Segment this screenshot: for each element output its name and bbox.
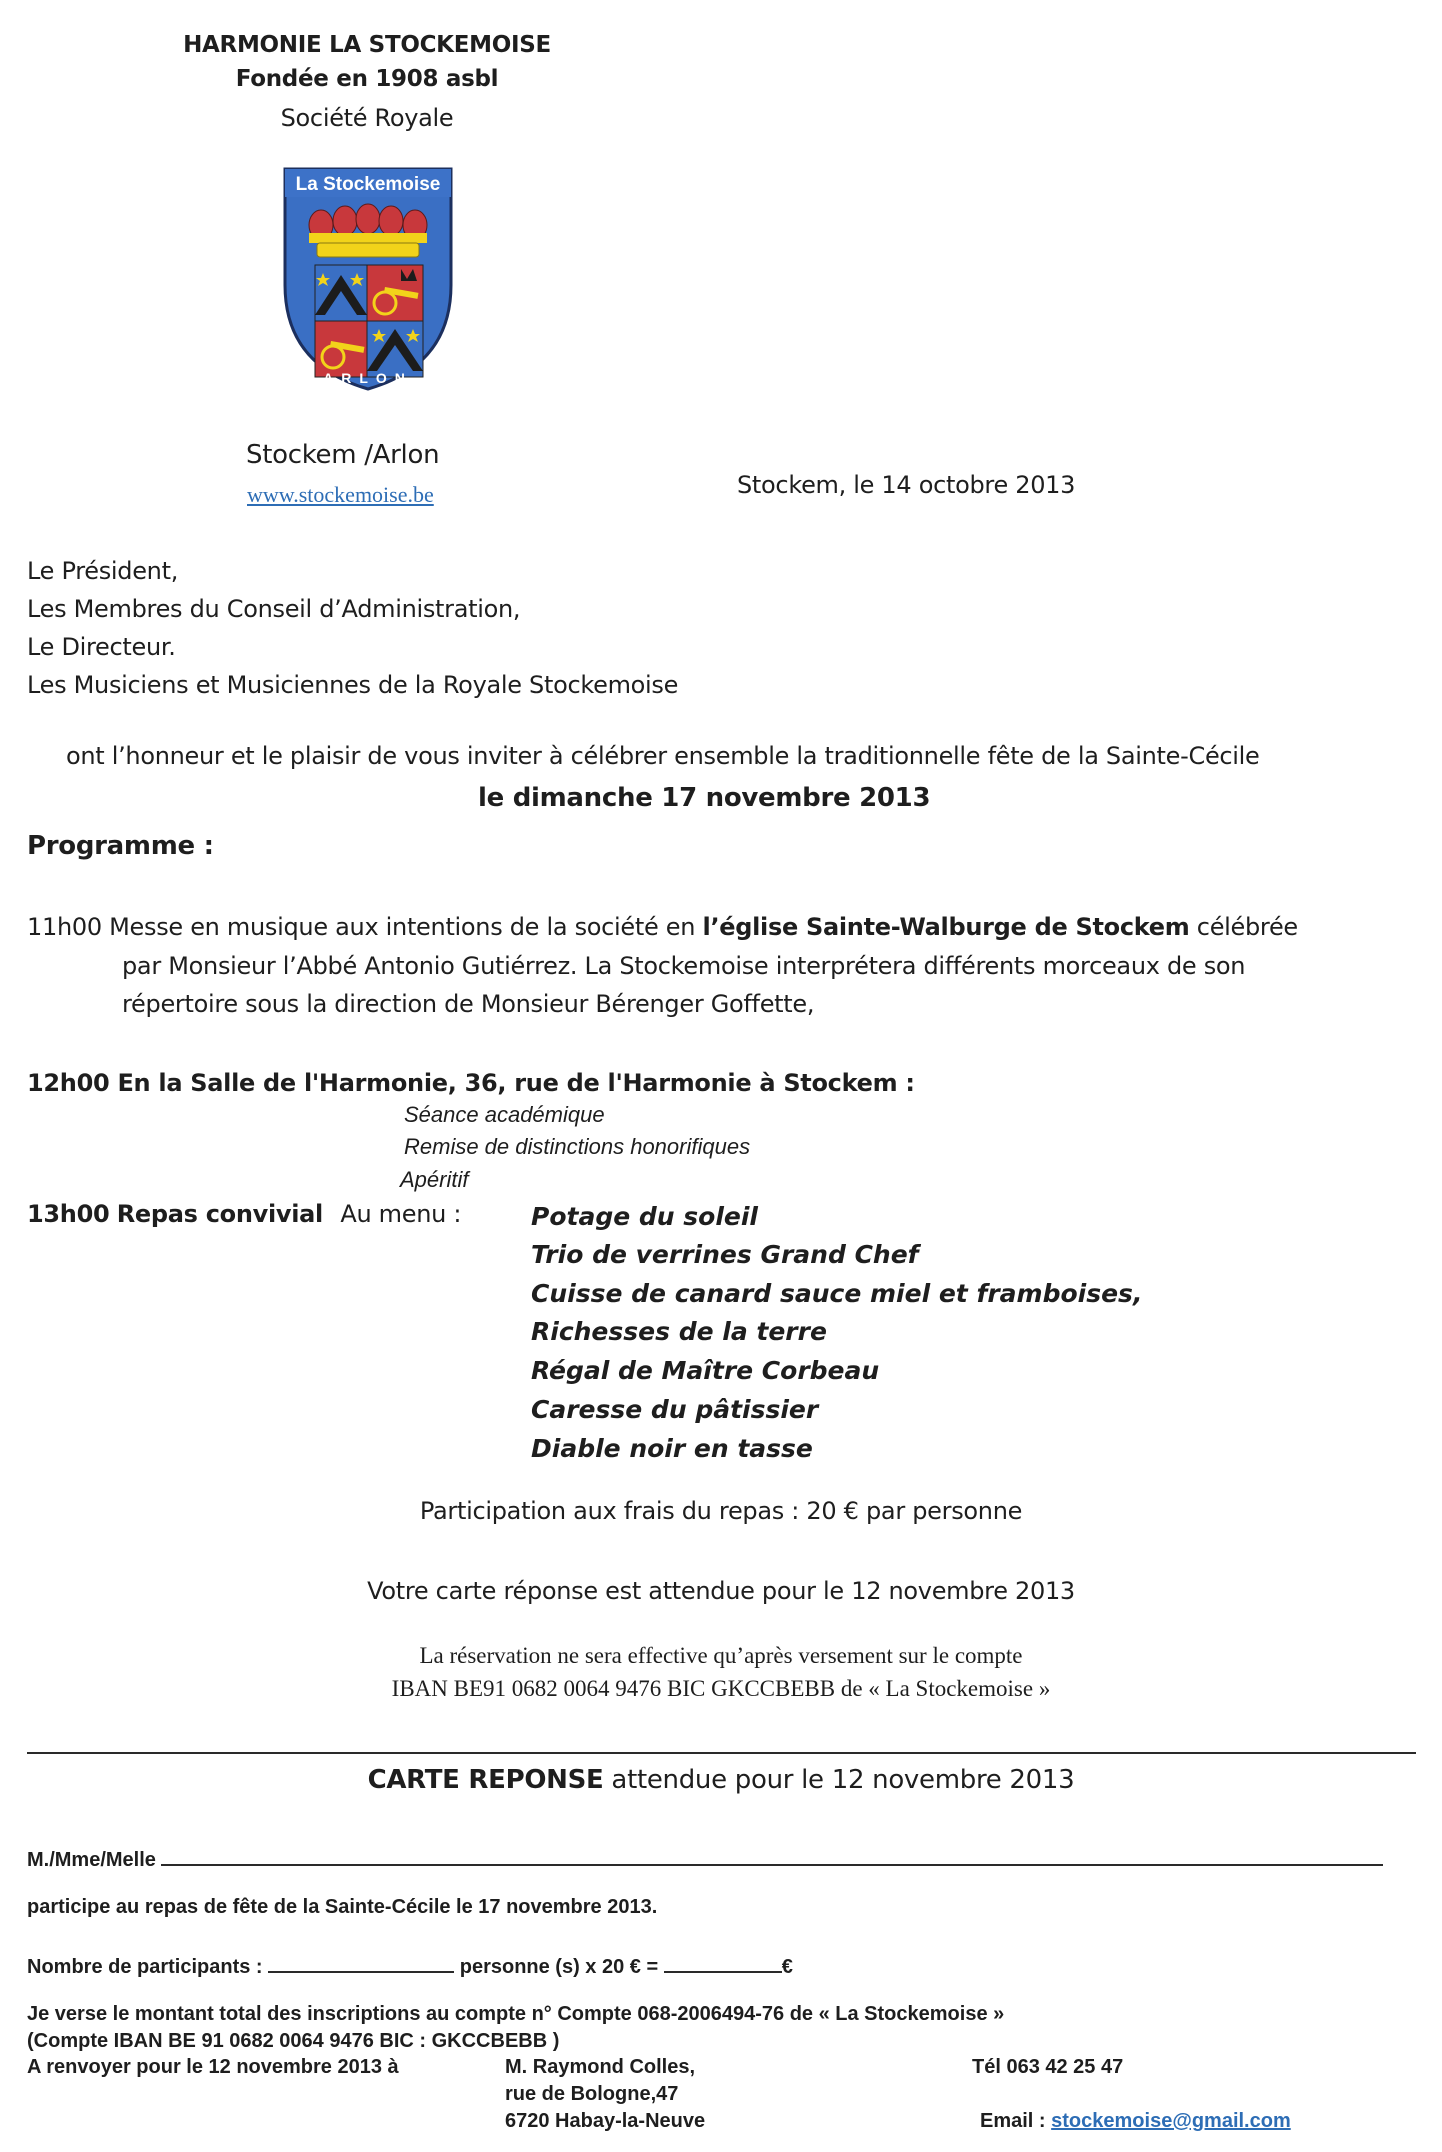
return-label: A renvoyer pour le 12 novembre 2013 à xyxy=(27,2056,399,2078)
founded-line: Fondée en 1908 asbl xyxy=(235,66,499,92)
email-label: Email : xyxy=(980,2110,1046,2132)
menu-item: Diable noir en tasse xyxy=(531,1434,813,1463)
venue-text: En la Salle de l'Harmonie, 36, rue de l'Harmonie à Stockem : xyxy=(117,1069,915,1097)
name-field[interactable] xyxy=(161,1844,1383,1866)
participants-row xyxy=(27,1951,793,1979)
society-status: Société Royale xyxy=(280,104,454,132)
total-amount-field[interactable] xyxy=(664,1951,782,1973)
sender-line: Les Musiciens et Musiciennes de la Royale Stockemoise xyxy=(27,671,679,699)
meal-text: Repas convivial xyxy=(116,1200,323,1228)
participants-unit: personne (s) x 20 € = xyxy=(459,1956,659,1978)
email-row xyxy=(980,2110,1291,2133)
crown-icon xyxy=(309,204,427,257)
sub-item: Remise de distinctions honorifiques xyxy=(404,1134,751,1159)
participation-fee: Participation aux frais du repas : 20 € par personne xyxy=(419,1497,1023,1525)
address-line: rue de Bologne,47 xyxy=(505,2083,679,2105)
programme-item-1300 xyxy=(27,1200,461,1228)
menu-item: Caresse du pâtissier xyxy=(531,1395,819,1424)
menu-item: Régal de Maître Corbeau xyxy=(531,1356,880,1385)
time-label: 13h00 xyxy=(27,1200,110,1228)
iban-line: (Compte IBAN BE 91 0682 0064 9476 BIC : GKCCBEBB ) xyxy=(27,2030,560,2052)
sub-item: Apéritif xyxy=(400,1167,469,1192)
menu-item: Richesses de la terre xyxy=(531,1317,827,1346)
sender-line: Le Président, xyxy=(27,557,179,585)
programme-item-1200 xyxy=(27,1069,915,1097)
name-row xyxy=(27,1844,1427,1872)
programme-item-1100 xyxy=(27,913,1298,941)
payment-line: Je verse le montant total des inscriptions au compte n° Compte 068-2006494-76 de « La Stockemoise » xyxy=(27,2003,1005,2025)
menu-item: Cuisse de canard sauce miel et framboises, xyxy=(531,1279,1143,1308)
invitation-line: ont l’honneur et le plaisir de vous inviter à célébrer ensemble la traditionnelle fête de la Sainte-Cécile xyxy=(66,742,1260,770)
org-name: HARMONIE LA STOCKEMOISE xyxy=(183,32,551,58)
sender-line: Le Directeur. xyxy=(27,633,176,661)
reply-card-title-bold: CARTE REPONSE xyxy=(367,1765,604,1795)
shield-logo-icon xyxy=(281,165,455,393)
participates-line: participe au repas de fête de la Sainte-Cécile le 17 novembre 2013. xyxy=(27,1896,658,1918)
logo-bottom-text: ARLON xyxy=(323,370,413,386)
website-link[interactable]: www.stockemoise.be xyxy=(247,482,434,507)
mass-line-3: répertoire sous la direction de Monsieur Bérenger Goffette, xyxy=(122,990,815,1018)
reply-deadline: Votre carte réponse est attendue pour le 12 novembre 2013 xyxy=(367,1577,1075,1605)
time-label: 11h00 xyxy=(27,913,102,941)
address-line: M. Raymond Colles, xyxy=(505,2056,696,2078)
letter-date: Stockem, le 14 octobre 2013 xyxy=(737,471,1076,499)
email-link[interactable]: stockemoise@gmail.com xyxy=(1051,2110,1291,2132)
phone-number: Tél 063 42 25 47 xyxy=(972,2056,1124,2078)
reservation-line-1: La réservation ne sera effective qu’après versement sur le compte xyxy=(419,1643,1023,1668)
cut-line-divider xyxy=(27,1752,1416,1754)
time-label: 12h00 xyxy=(27,1069,110,1097)
location: Stockem /Arlon xyxy=(246,440,440,470)
menu-item: Trio de verrines Grand Chef xyxy=(531,1240,919,1269)
reservation-line-2: IBAN BE91 0682 0064 9476 BIC GKCCBEBB de « La Stockemoise » xyxy=(391,1676,1051,1701)
participants-label: Nombre de participants : xyxy=(27,1956,263,1978)
logo-banner-text: La Stockemoise xyxy=(295,174,441,195)
reply-card-title-rest: attendue pour le 12 novembre 2013 xyxy=(603,1765,1075,1795)
name-label: M./Mme/Melle xyxy=(27,1849,156,1871)
event-date: le dimanche 17 novembre 2013 xyxy=(478,783,931,813)
menu-label: Au menu : xyxy=(340,1200,462,1228)
sub-item: Séance académique xyxy=(404,1102,605,1127)
church-name: l’église Sainte-Walburge de Stockem xyxy=(702,913,1190,941)
participants-count-field[interactable] xyxy=(268,1951,454,1973)
mass-text-end: célébrée xyxy=(1189,913,1298,941)
menu-item: Potage du soleil xyxy=(531,1202,758,1231)
mass-text: Messe en musique aux intentions de la société en xyxy=(109,913,703,941)
currency-symbol: € xyxy=(781,1956,793,1978)
sender-line: Les Membres du Conseil d’Administration, xyxy=(27,595,521,623)
programme-heading: Programme : xyxy=(27,831,214,861)
reply-card-title xyxy=(0,1765,1442,1795)
stockemoise-coat-of-arms-logo xyxy=(281,165,455,393)
address-line: 6720 Habay-la-Neuve xyxy=(505,2110,706,2132)
mass-line-2: par Monsieur l’Abbé Antonio Gutiérrez. La Stockemoise interprétera différents morceaux de son xyxy=(122,952,1246,980)
